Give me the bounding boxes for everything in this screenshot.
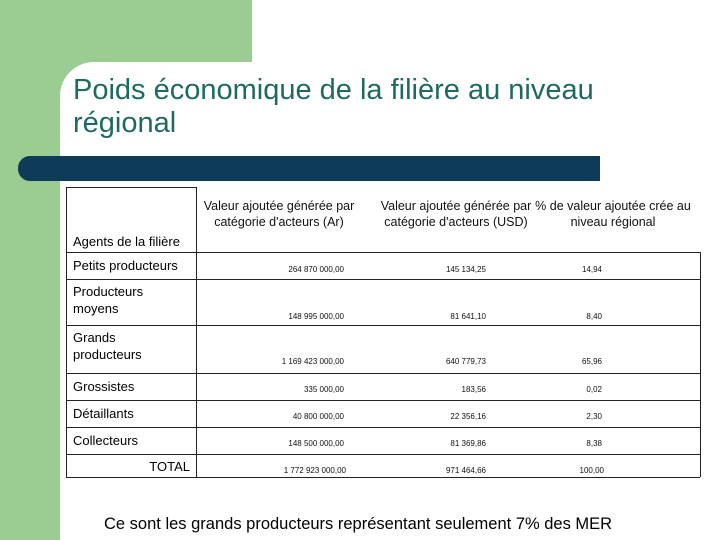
header-value-usd: Valeur ajoutée générée par catégorie d'acteurs (USD)	[380, 199, 532, 229]
row-agent-label: Détaillants	[73, 406, 134, 421]
row-agent-label: Producteurs moyens	[73, 284, 144, 316]
row-value-usd: 145 134,25	[445, 265, 486, 274]
row-agent-label: Collecteurs	[73, 433, 139, 448]
header-value-ar: Valeur ajoutée générée par catégorie d'acteurs (Ar)	[203, 199, 355, 229]
table-row-divider	[66, 373, 700, 374]
row-value-ar: 40 800 000,00	[292, 412, 344, 421]
row-value-ar: 1 169 423 000,00	[281, 357, 344, 366]
table-row-divider	[66, 325, 700, 326]
row-agent-label: Grossistes	[73, 379, 135, 394]
row-agent-label: Petits producteurs	[73, 258, 178, 273]
header-agents: Agents de la filière	[73, 234, 180, 249]
table-right-border	[700, 252, 701, 477]
row-percent: 2,30	[586, 412, 602, 421]
table-left-border	[66, 187, 67, 477]
row-value-ar: 148 500 000,00	[288, 439, 344, 448]
row-value-usd: 81 641,10	[450, 312, 486, 321]
row-value-usd: 22 356,16	[450, 412, 486, 421]
row-value-usd: 640 779,73	[445, 357, 486, 366]
row-percent: 8,40	[586, 312, 602, 321]
table-row-divider	[66, 400, 700, 401]
table-row-divider	[66, 427, 700, 428]
row-total-usd: 971 464,66	[445, 466, 486, 475]
row-total-ar: 1 772 923 000,00	[283, 466, 346, 475]
row-percent: 0,02	[586, 385, 602, 394]
table-row-divider	[66, 454, 700, 455]
table-row-divider	[66, 279, 700, 280]
title-rule-bar	[18, 156, 600, 181]
row-value-ar: 264 870 000,00	[288, 265, 344, 274]
row-value-usd: 81 369,86	[450, 439, 486, 448]
footer-note: Ce sont les grands producteurs représentant seulement 7% des MER	[104, 515, 613, 533]
row-percent: 8,38	[586, 439, 602, 448]
header-percent: % de valeur ajoutée crée au niveau régional	[535, 199, 691, 229]
table-header-divider	[66, 252, 700, 253]
row-value-ar: 335 000,00	[303, 385, 344, 394]
table-bottom-border	[66, 477, 700, 478]
slide-title: Poids économique de la filière au niveau régional	[73, 74, 594, 139]
table-top-border	[66, 187, 196, 188]
row-total-percent: 100,00	[579, 466, 604, 475]
row-percent: 65,96	[581, 357, 602, 366]
row-total-label: TOTAL	[149, 459, 190, 474]
row-agent-label: Grands producteurs	[73, 330, 142, 362]
row-percent: 14,94	[581, 265, 602, 274]
row-value-usd: 183,56	[461, 385, 486, 394]
row-value-ar: 148 995 000,00	[288, 312, 344, 321]
